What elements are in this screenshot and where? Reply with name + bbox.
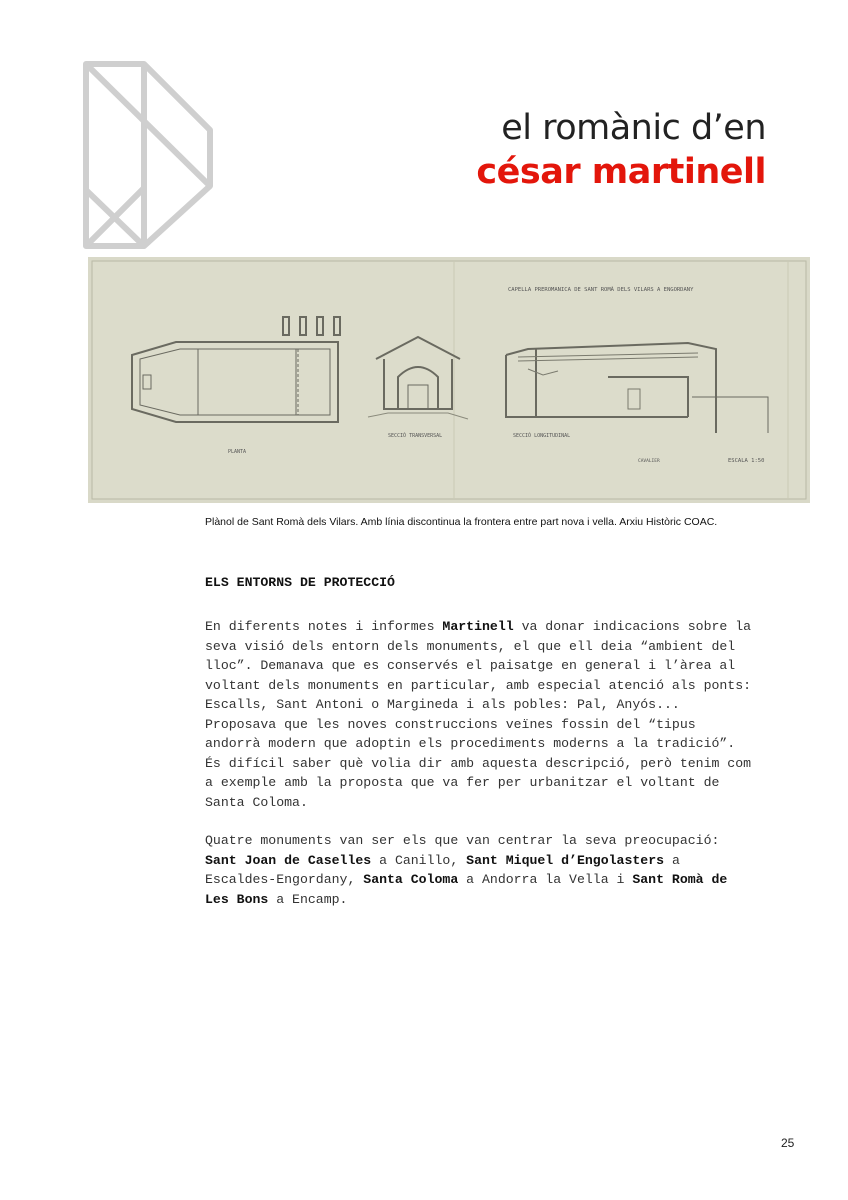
p1-line: En diferents notes i informes Martinell va donar indicacions sobre la (205, 619, 752, 634)
page-number: 25 (781, 1136, 795, 1150)
figure-caption: Plànol de Sant Romà dels Vilars. Amb línia discontinua la frontera entre part nova i vella. Arxiu Històric COAC. (205, 516, 718, 528)
publisher-logo-icon (82, 60, 214, 250)
p1-line: andorrà modern que adoptin els procediments moderns a la tradició”. (205, 736, 736, 751)
p1-line: seva visió dels entorn dels monuments, el que ell deia “ambient del (205, 638, 736, 654)
label-longitudinal-section: SECCIÓ LONGITUDINAL (513, 433, 571, 439)
label-small: CAVALIER (638, 459, 660, 464)
p2-line: Escaldes-Engordany, Santa Coloma a Andorra la Vella i Sant Romà de (205, 872, 728, 887)
section-heading: ELS ENTORNS DE PROTECCIÓ (205, 575, 395, 590)
label-scale: ESCALA 1:50 (728, 458, 765, 464)
p1-line: Santa Coloma. (205, 794, 308, 810)
p1-line: a exemple amb la proposta que va fer per urbanitzar el voltant de (205, 775, 720, 790)
p2-line: Sant Joan de Caselles a Canillo, Sant Miquel d’Engolasters a (205, 852, 680, 868)
p1-line: Escalls, Sant Antoni o Margineda i als pobles: Pal, Anyós... (205, 697, 680, 712)
label-plan: PLANTA (228, 449, 247, 455)
architectural-plan-image (88, 257, 810, 503)
p2-line: Quatre monuments van ser els que van centrar la seva preocupació: (205, 833, 720, 848)
p1-line: És difícil saber què volia dir amb aquesta descripció, però tenim com (205, 755, 752, 771)
page-title-line2: césar martinell (476, 152, 766, 192)
p1-line: lloc”. Demanava que es conservés el paisatge en general i l’àrea al (205, 658, 736, 673)
page-title-line1: el romànic d’en (501, 108, 766, 148)
paragraph-2 (205, 831, 805, 909)
p1-line: Proposava que les noves construccions veïnes fossin del “tipus (205, 716, 696, 732)
paragraph-1 (205, 617, 805, 812)
drawing-title: CAPELLA PREROMANICA DE SANT ROMÀ DELS VILARS A ENGORDANY (508, 287, 694, 293)
p2-line: Les Bons a Encamp. (205, 891, 348, 907)
p1-line: voltant dels monuments en particular, amb especial atenció als ponts: (205, 677, 752, 693)
label-cross-section: SECCIÓ TRANSVERSAL (388, 433, 443, 439)
